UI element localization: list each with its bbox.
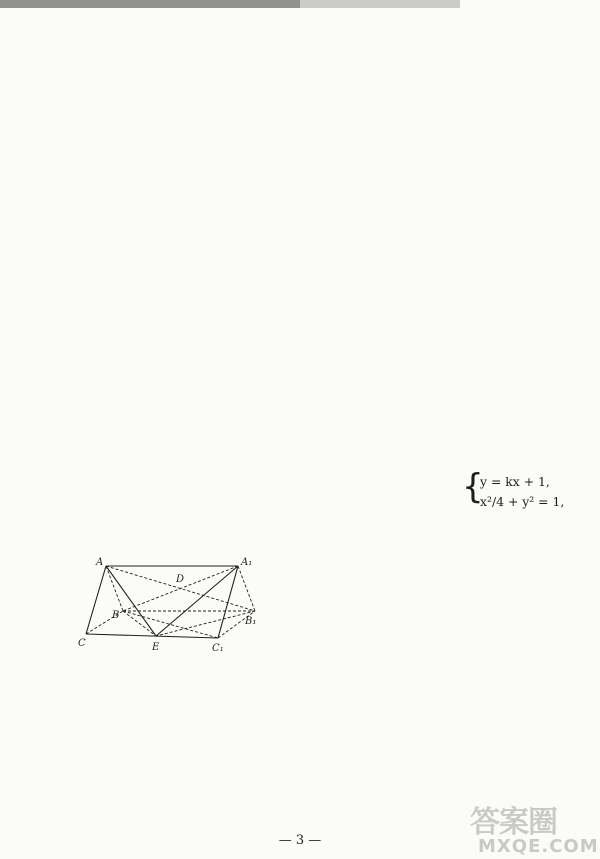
label-B1: B₁ [245, 616, 257, 627]
label-B: B [112, 610, 120, 621]
system-eq2: x²/4 + y² = 1, [480, 494, 565, 509]
watermark-logo: 答案圈 [470, 805, 557, 840]
label-A1: A₁ [241, 557, 253, 568]
label-C1: C₁ [212, 643, 224, 654]
edge-A1B [123, 566, 238, 611]
prism-figure [78, 556, 258, 656]
top-edge-strip-right [300, 0, 460, 8]
top-edge-strip [0, 0, 300, 8]
page-number: — 3 — [278, 833, 322, 848]
edge-CC1 [86, 634, 218, 638]
edge-AC [86, 566, 106, 634]
watermark-url: MXQE.COM [478, 836, 599, 857]
label-D: D [176, 574, 185, 585]
edge-A1B1 [238, 566, 255, 611]
edge-AB [106, 566, 123, 611]
system-eq1: y = kx + 1, [480, 474, 550, 489]
edge-BE [123, 611, 156, 636]
label-A: A [96, 557, 104, 568]
system-brace: { [462, 467, 484, 507]
label-C: C [78, 638, 86, 649]
edge-A1C1 [218, 566, 238, 638]
edge-BC1 [123, 611, 218, 638]
label-E: E [152, 642, 160, 653]
edge-A1E [156, 566, 238, 636]
